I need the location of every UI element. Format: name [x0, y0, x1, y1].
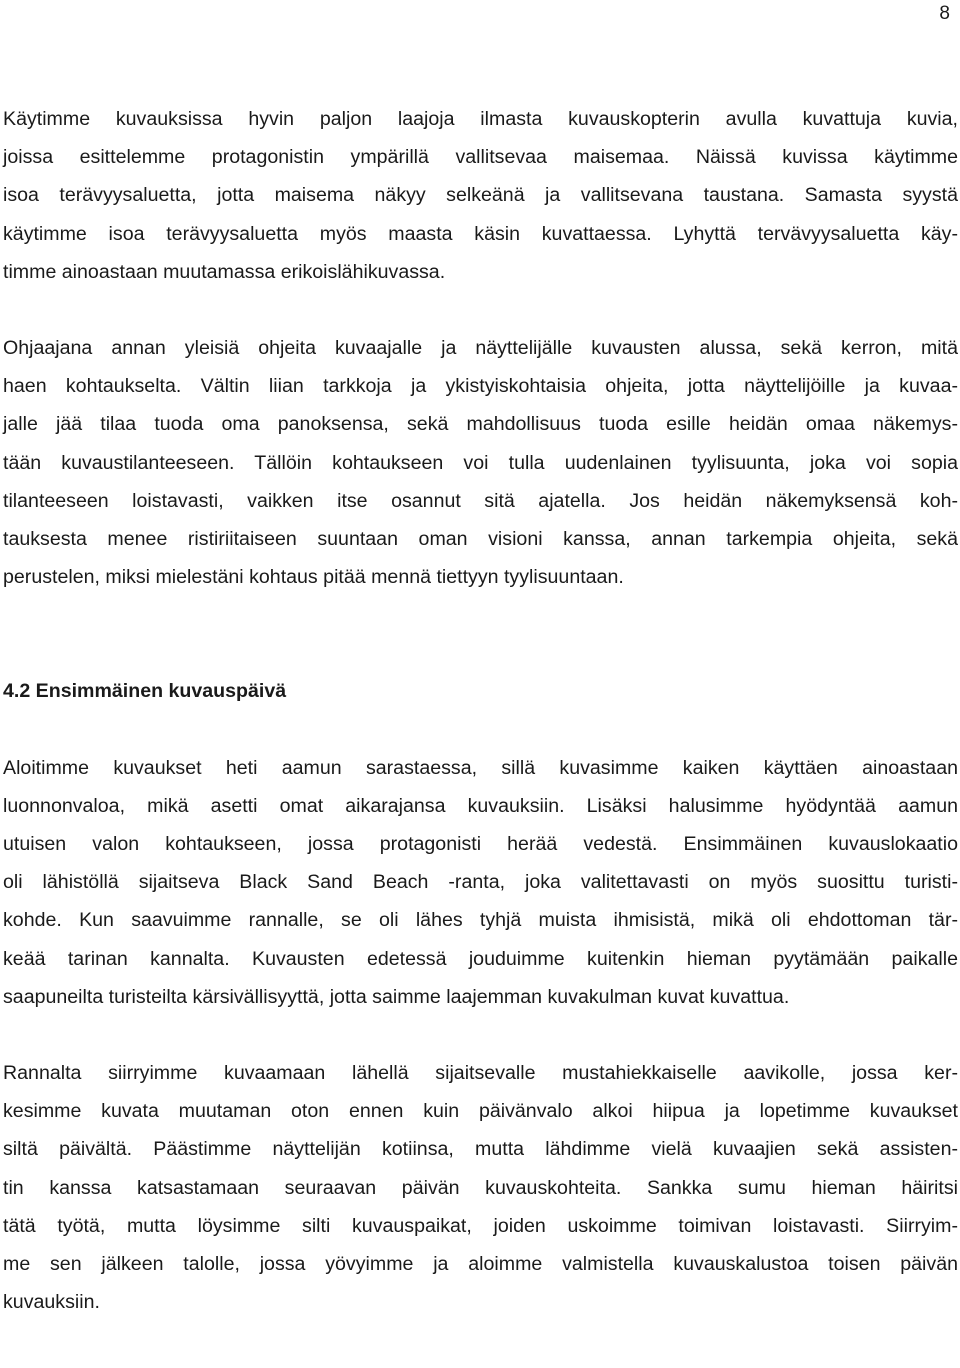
- paragraph-spacer: [3, 291, 958, 329]
- text-line: keää tarinan kannalta. Kuvausten edetessä jouduimme kuitenkin hieman pyytämään paikalle: [3, 947, 958, 970]
- text-line: tään kuvaustilanteeseen. Tällöin kohtaukseen voi tulla uudenlainen tyylisuunta, joka voi sopia: [3, 451, 958, 474]
- text-line: tin kanssa katsastamaan seuraavan päivän kuvauskohteita. Sankka sumu hieman häiritsi: [3, 1176, 958, 1199]
- text-line: kuvauksiin.: [3, 1291, 100, 1314]
- section-spacer: [3, 596, 958, 672]
- text-line: perustelen, miksi mielestäni kohtaus pitää mennä tiettyyn tyylisuuntaan.: [3, 566, 624, 589]
- paragraph-drone-shots: [3, 100, 958, 291]
- text-line: käytimme isoa terävyysaluetta myös maasta käsin kuvattaessa. Lyhyttä tervävyysaluetta käy-: [3, 222, 958, 245]
- text-line: jalle jää tilaa tuoda oma panoksensa, sekä mahdollisuus tuoda esille heidän omaa näkemys-: [3, 413, 958, 436]
- paragraph-first-shooting-day: [3, 749, 958, 1016]
- text-line: me sen jälkeen talolle, jossa yövyimme ja aloimme valmistella kuvauskalustoa toisen päivän: [3, 1253, 958, 1276]
- text-line: tilanteeseen loistavasti, vaikken itse osannut sitä ajatella. Jos heidän näkemyksensä koh-: [3, 489, 958, 512]
- text-line: oli lähistöllä sijaitseva Black Sand Beach -ranta, joka valitettavasti on myös suosittu turisti-: [3, 871, 958, 894]
- text-line: Ohjaajana annan yleisiä ohjeita kuvaajalle ja näyttelijälle kuvausten alussa, sekä kerron, mitä: [3, 337, 958, 360]
- text-line: Aloitimme kuvaukset heti aamun sarastaessa, sillä kuvasimme kaiken käyttäen ainoastaan: [3, 756, 958, 779]
- text-line: Rannalta siirryimme kuvaamaan lähellä sijaitsevalle mustahiekkaiselle aavikolle, jossa ker-: [3, 1062, 958, 1085]
- text-line: Käytimme kuvauksissa hyvin paljon laajoja ilmasta kuvauskopterin avulla kuvattuja kuvia,: [3, 108, 958, 130]
- text-line: haen kohtaukselta. Vältin liian tarkkoja ja ykistyiskohtaisia ohjeita, jotta näyttelijöille ja kuvaa-: [3, 375, 958, 398]
- paragraph-desert: [3, 1054, 958, 1321]
- paragraph-directing: [3, 329, 958, 596]
- paragraph-spacer: [3, 711, 958, 749]
- page-number: 8: [939, 3, 950, 24]
- text-line: kesimme kuvata muutaman oton ennen kuin päivänvalo alkoi hiipua ja lopetimme kuvaukset: [3, 1100, 958, 1123]
- section-heading: 4.2 Ensimmäinen kuvauspäivä: [3, 680, 287, 703]
- document-body: [3, 100, 958, 1321]
- paragraph-spacer: [3, 1016, 958, 1054]
- text-line: siltä päivältä. Päästimme näyttelijän kotiinsa, mutta lähdimme vielä kuvaajien sekä assisten-: [3, 1138, 958, 1161]
- text-line: utuisen valon kohtaukseen, jossa protagonisti herää vedestä. Ensimmäinen kuvauslokaatio: [3, 833, 958, 856]
- text-line: joissa esittelemme protagonistin ympärillä vallitsevaa maisemaa. Näissä kuvissa käytimme: [3, 146, 958, 169]
- text-line: tätä työtä, mutta löysimme silti kuvauspaikat, joiden uskoimme toimivan loistavasti. Siirryim-: [3, 1214, 958, 1237]
- text-line: kohde. Kun saavuimme rannalle, se oli lähes tyhjä muista ihmisistä, mikä oli ehdottoman tär-: [3, 909, 958, 932]
- text-line: saapuneilta turisteilta kärsivällisyyttä, jotta saimme laajemman kuvakulman kuvat kuvattua.: [3, 985, 790, 1008]
- text-line: isoa terävyysaluetta, jotta maisema näkyy selkeänä ja vallitsevana taustana. Samasta syystä: [3, 184, 958, 207]
- text-line: tauksesta menee ristiriitaiseen suuntaan oman visioni kanssa, annan tarkempia ohjeita, sekä: [3, 528, 958, 551]
- text-line: timme ainoastaan muutamassa erikoislähikuvassa.: [3, 260, 446, 283]
- text-line: luonnonvaloa, mikä asetti omat aikarajansa kuvauksiin. Lisäksi halusimme hyödyntää aamun: [3, 794, 958, 817]
